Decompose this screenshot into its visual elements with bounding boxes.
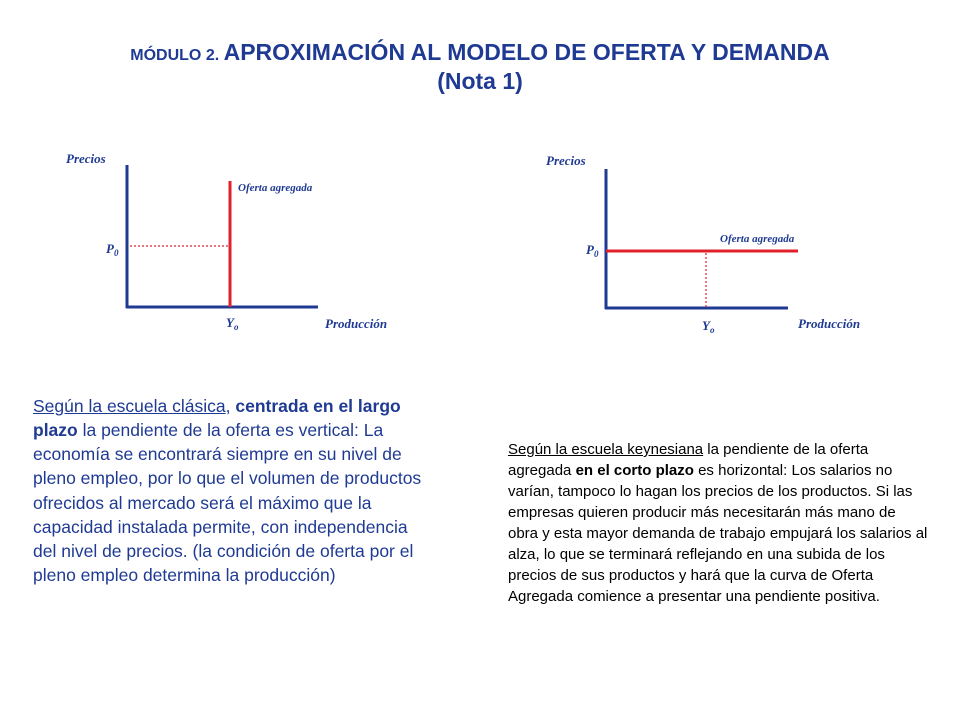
title-note: (Nota 1) <box>437 67 523 94</box>
curve-label: Oferta agregada <box>720 233 795 245</box>
slide-title <box>0 38 960 96</box>
keynesian-school-text <box>508 439 928 607</box>
classical-body: la pendiente de la oferta es vertical: La economía se encontrará siempre en su nivel de pleno empleo, por lo que el volumen de productos ofrecidos al mercado será el máximo que la capacidad instalada permite, con independencia del nivel de precios. (la condición de oferta por el pleno empleo determina la producción) <box>33 420 422 585</box>
x-axis-label: Producción <box>798 316 861 331</box>
classical-school-text <box>33 394 433 587</box>
output-tick-label: $Y_o$ <box>226 315 239 332</box>
classical-focus: centrada en el largo plazo <box>33 396 401 441</box>
keynesian-focus: en el corto plazo <box>575 462 694 479</box>
keynesian-school-name: Según la escuela keynesiana <box>508 441 704 458</box>
y-axis-label: Precios <box>546 153 586 168</box>
curve-label: Oferta agregada <box>238 182 313 194</box>
output-tick-label: $Y_o$ <box>702 318 715 335</box>
classical-school-name: Según la escuela clásica <box>33 396 226 416</box>
y-axis-label: Precios <box>66 151 106 166</box>
x-axis-label: Producción <box>325 316 388 331</box>
module-label: MÓDULO 2. <box>130 47 220 64</box>
title-main: APROXIMACIÓN AL MODELO DE OFERTA Y DEMANDA <box>223 39 830 65</box>
separator: , <box>225 396 236 416</box>
price-tick-label: $P_0$ <box>586 242 599 259</box>
price-tick-label: $P_0$ <box>106 241 119 258</box>
keynesian-supply-diagram <box>540 147 880 347</box>
classical-supply-diagram <box>60 145 400 345</box>
keynesian-body: es horizontal: Los salarios no varían, tampoco lo hagan los precios de los productos. Si las empresas quieren producir más necesitarán más mano de obra y esta mayor demanda de trabajo empujará los salarios al alza, lo que se terminará reflejando en una subida de los precios de sus productos y hará que la curva de Oferta Agregada comience a presentar una pendiente positiva. <box>508 462 928 605</box>
keynesian-intro: la pendiente de la oferta agregada <box>508 441 869 479</box>
